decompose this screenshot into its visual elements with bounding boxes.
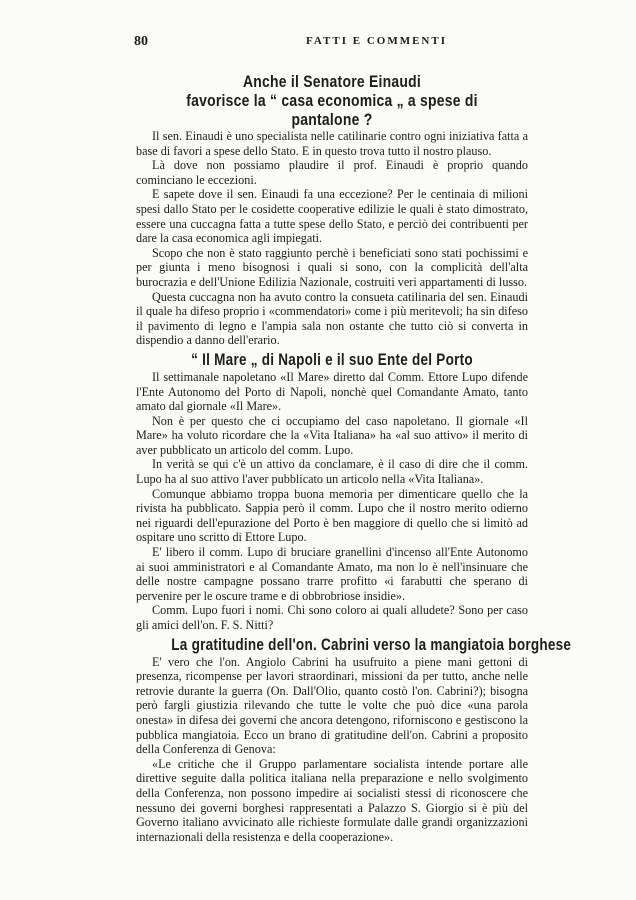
paragraph: In verità se qui c'è un attivo da conclamare, è il caso di dire che il comm. Lupo ha al suo attivo l'aver pubblicato un articolo nella «Vita Italiana». — [136, 457, 528, 487]
paragraph: Il sen. Einaudi è uno specialista nelle catilinarie contro ogni iniziativa fatta a base di favori a spese dello Stato. E in questo trova tutto il nostro plauso. — [136, 129, 528, 158]
paragraph: Comunque abbiamo troppa buona memoria per dimenticare quello che la rivista ha pubblicato. Sappia però il comm. Lupo che il nostro merito odierno nei riguardi dell'epurazione del Porto è ben maggiore di quello che si limitò ad ospitare uno scritto di Ettore Lupo. — [136, 486, 528, 545]
paragraph: Non è per questo che ci occupiamo del caso napoletano. Il giornale «Il Mare» ha voluto ricordare che la «Vita Italiana» ha «al suo attivo» il merito di aver pubblicato un articolo del comm. Lupo. — [136, 413, 528, 457]
title-line-1: Anche il Senatore Einaudi — [242, 72, 422, 91]
article-title-einaudi — [171, 72, 492, 129]
article-title-il-mare: “ Il Mare „ di Napoli e il suo Ente del Porto — [191, 350, 473, 369]
title-line-2: favorisce la “ casa economica „ a spese di pantalone ? — [186, 91, 478, 129]
page-number: 80 — [134, 34, 148, 49]
paragraph: Questa cuccagna non ha avuto contro la consueta catilinaria del sen. Einaudi il quale ha difeso proprio i «commendatori» come i più meritevoli; ha sin difeso il pavimento di legno e l'ampia sala non ostante che tutto ciò si converta in dispendio a danno dell'erario. — [136, 289, 528, 348]
paragraph: E' vero che l'on. Angiolo Cabrini ha usufruito a piene mani gettoni di presenza, ricompense per lavori straordinari, missioni da per tutto, anche nelle retrovie durante la guerra (On. Dall'Olio, quanto costò l'on. Cabrini?); bisogna però fargli giustizia rilevando che tutte le volte che può dice «una parola onesta» in difesa dei governi che ancora detengono, riforniscono e gestiscono la pubblica mangiatoia. Ecco un brano di gratitudine dell'on. Cabrini a proposito della Conferenza di Genova: — [136, 654, 528, 757]
paragraph: E' libero il comm. Lupo di bruciare granellini d'incenso all'Ente Autonomo ai suoi amministratori e al Comandante Amato, ma non lo è nell'insinuare che delle nostre campagne possano trarre profitto «i farabutti che sperano di pervenire per le oscure trame e di obbrobriose insidie». — [136, 545, 528, 603]
paragraph: Comm. Lupo fuori i nomi. Chi sono coloro ai quali alludete? Sono per caso gli amici dell'on. F. S. Nitti? — [136, 603, 528, 632]
running-title: FATTI E COMMENTI — [306, 35, 447, 47]
paragraph: Là dove non possiamo plaudire il prof. Einaudi è proprio quando cominciano le eccezioni. — [136, 158, 528, 187]
page-content — [136, 72, 572, 844]
page-header — [134, 34, 528, 52]
paragraph: Il settimanale napoletano «Il Mare» diretto dal Comm. Ettore Lupo difende l'Ente Autonomo del Porto di Napoli, nonchè quel Comandante Amato, tanto amato dal giornale «Il Mare». — [136, 369, 528, 414]
paragraph: Scopo che non è stato raggiunto perchè i beneficiati sono stati pochissimi e per giunta i meno bisognosi i quali si sono, con la complicità dell'alta burocrazia e dell'Unione Edilizia Nazionale, costruiti veri appartamenti di lusso. — [136, 245, 528, 289]
paragraph-quote: «Le critiche che il Gruppo parlamentare socialista intende portare alle direttive seguite dalla politica italiana nella preparazione e nello svolgimento della Conferenza, non possono impedire ai socialisti stessi di riconoscere che nessuno dei governi borghesi rappresentati a Palazzo S. Giorgio si è più del Governo italiano avvicinato alle richieste formulate dalle grandi organizzazioni internazionali della resistenza e della cooperazione». — [136, 756, 528, 844]
paragraph: E sapete dove il sen. Einaudi fa una eccezione? Per le centinaia di milioni spesi dallo Stato per le cosidette cooperative edilizie le quali è stato dimostrato, essere una cuccagna fatta a tutte spese dello Stato, e perciò dei contribuenti per dare la casa economica agli impiegati. — [136, 187, 528, 246]
article-title-cabrini: La gratitudine dell'on. Cabrini verso la mangiatoia borghese — [171, 635, 572, 654]
